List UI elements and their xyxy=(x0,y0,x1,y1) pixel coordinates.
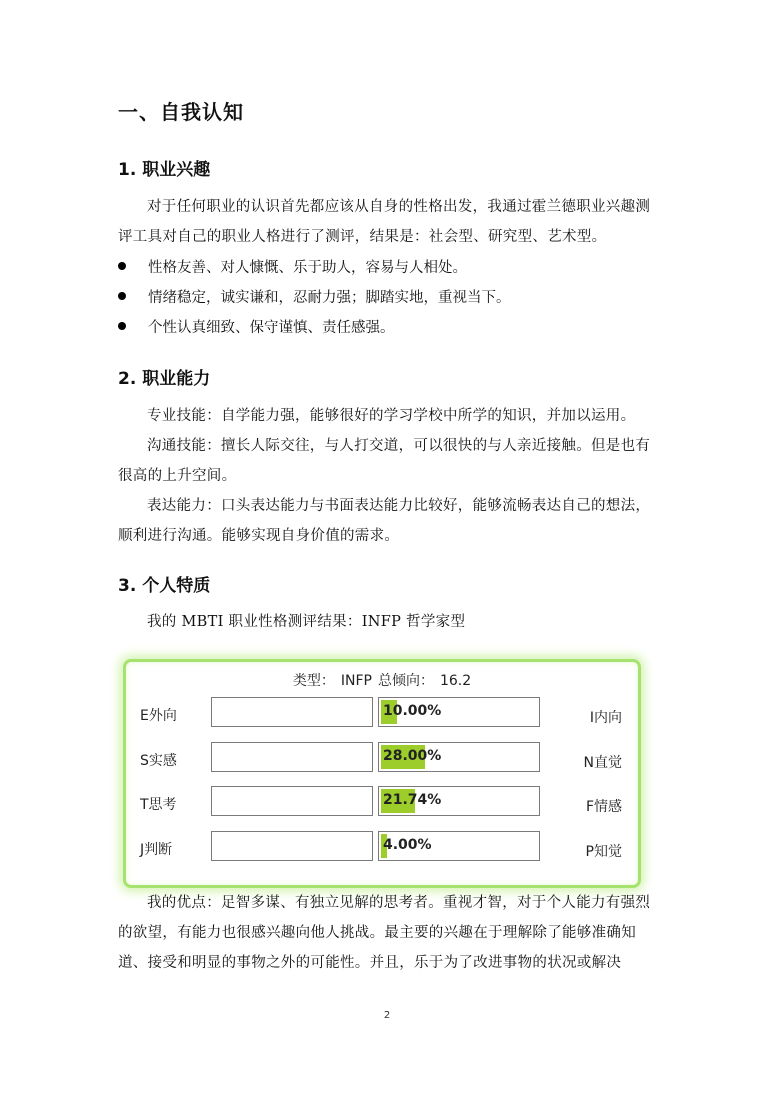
left-bar-box xyxy=(211,831,373,861)
mbti-header xyxy=(126,670,638,690)
right-bar-box xyxy=(378,697,540,727)
bullet-dot-icon xyxy=(118,292,126,300)
bullet-text: 个性认真细致、保守谨慎、责任感强。 xyxy=(148,320,395,336)
right-bar-box xyxy=(378,786,540,816)
dimension-right-label: P知觉 xyxy=(585,844,622,860)
preference-percent: 4.00% xyxy=(383,837,432,853)
tendency-label: 总倾向： xyxy=(377,673,434,689)
paragraph-communication-skill: 沟通技能：擅长人际交往，与人打交道，可以很快的与人亲近接触。但是也有很高的上升空间。 xyxy=(118,438,651,484)
dimension-left-label: E外向 xyxy=(140,708,177,724)
mbti-row xyxy=(126,831,638,863)
bullet-text: 情绪稳定，诚实谦和，忍耐力强；脚踏实地，重视当下。 xyxy=(148,290,511,306)
left-bar-box xyxy=(211,742,373,772)
paragraph-mbti-result: 我的 MBTI 职业性格测评结果：INFP 哲学家型 xyxy=(147,614,466,630)
bullet-dot-icon xyxy=(118,262,126,270)
bullet-item xyxy=(118,253,658,283)
paragraph-strengths: 我的优点：足智多谋、有独立见解的思考者。重视才智，对于个人能力有强烈的欲望，有能力也很感兴趣向他人挑战。最主要的兴趣在于理解除了能够准确知道、接受和明显的事物之外的可能性。并且，乐于为了改进事物的状况或解决 xyxy=(118,895,651,971)
dimension-left-label: J判断 xyxy=(140,842,173,858)
paragraph-interest-intro: 对于任何职业的认识首先都应该从自身的性格出发，我通过霍兰德职业兴趣测评工具对自己的职业人格进行了测评，结果是：社会型、研究型、艺术型。 xyxy=(118,199,651,245)
dimension-right-label: I内向 xyxy=(589,710,622,726)
bullet-item xyxy=(118,313,658,343)
right-bar-box xyxy=(378,831,540,861)
bullet-dot-icon xyxy=(118,322,126,330)
right-bar-box xyxy=(378,742,540,772)
section-title: 一、自我认知 xyxy=(118,100,244,124)
mbti-row xyxy=(126,786,638,818)
dimension-left-label: T思考 xyxy=(140,797,177,813)
dimension-right-label: N直觉 xyxy=(583,755,622,771)
heading-personal-traits: 3. 个人特质 xyxy=(118,576,211,596)
dimension-left-label: S实感 xyxy=(140,753,177,769)
heading-career-ability: 2. 职业能力 xyxy=(118,369,211,389)
tendency-value: 16.2 xyxy=(439,673,472,689)
paragraph-professional-skill: 专业技能：自学能力强，能够很好的学习学校中所学的知识，并加以运用。 xyxy=(147,408,636,424)
paragraph-expression-ability: 表达能力：口头表达能力与书面表达能力比较好，能够流畅表达自己的想法，顺利进行沟通。能够实现自身价值的需求。 xyxy=(118,498,651,544)
mbti-row xyxy=(126,697,638,729)
left-bar-box xyxy=(211,786,373,816)
preference-percent: 21.74% xyxy=(383,792,442,808)
bullet-item xyxy=(118,283,658,313)
heading-career-interest: 1. 职业兴趣 xyxy=(118,160,211,180)
type-label: 类型： xyxy=(292,673,335,689)
page-number: 2 xyxy=(383,1010,391,1021)
mbti-row xyxy=(126,742,638,774)
type-value: INFP xyxy=(340,673,372,689)
mbti-result-panel xyxy=(123,659,641,888)
left-bar-box xyxy=(211,697,373,727)
preference-percent: 10.00% xyxy=(383,703,442,719)
bullet-text: 性格友善、对人慷慨、乐于助人，容易与人相处。 xyxy=(148,260,467,276)
dimension-right-label: F情感 xyxy=(585,799,622,815)
preference-percent: 28.00% xyxy=(383,748,442,764)
